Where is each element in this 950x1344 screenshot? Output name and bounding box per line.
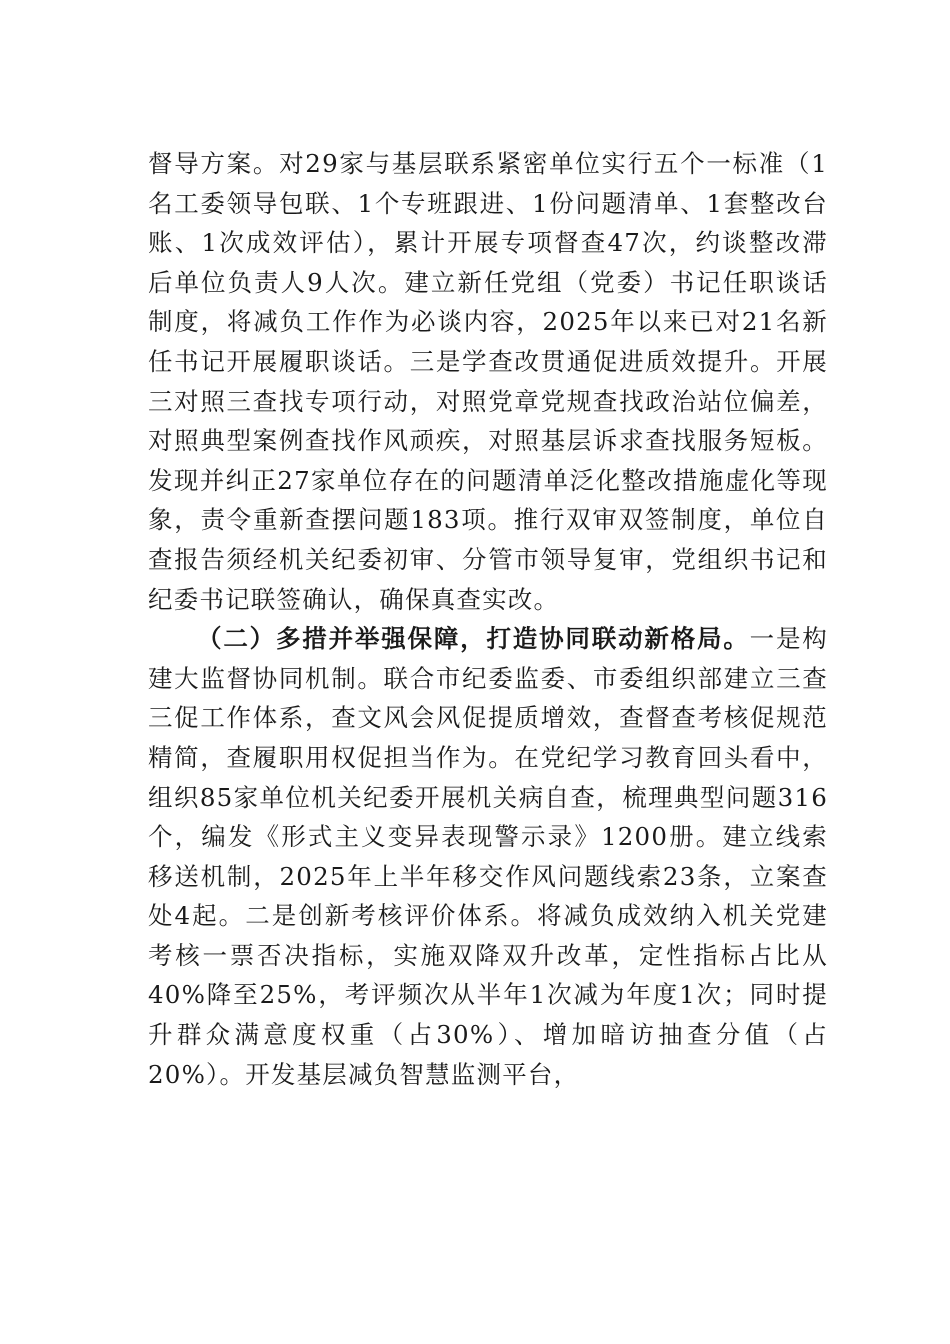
document-body: [148, 144, 828, 1094]
section-heading: （二）多措并举强保障，打造协同联动新格局。: [197, 624, 750, 654]
paragraph-continuation: 督导方案。对29家与基层联系紧密单位实行五个一标准（1名工委领导包联、1个专班跟进、1份问题清单、1套整改台账、1次成效评估），累计开展专项督查47次，约谈整改滞后单位负责人9人次。建立新任党组（党委）书记任职谈话制度，将减负工作作为必谈内容，2025年以来已对21名新任书记开展履职谈话。三是学查改贯通促进质效提升。开展三对照三查找专项行动，对照党章党规查找政治站位偏差，对照典型案例查找作风顽疾，对照基层诉求查找服务短板。发现并纠正27家单位存在的问题清单泛化整改措施虚化等现象，责令重新查摆问题183项。推行双审双签制度，单位自查报告须经机关纪委初审、分管市领导复审，党组织书记和纪委书记联签确认，确保真查实改。: [148, 149, 828, 614]
paragraph-section-two: [148, 619, 828, 1094]
paragraph-body: 一是构建大监督协同机制。联合市纪委监委、市委组织部建立三查三促工作体系，查文风会风促提质增效，查督查考核促规范精简，查履职用权促担当作为。在党纪学习教育回头看中，组织85家单位机关纪委开展机关病自查，梳理典型问题316个，编发《形式主义变异表现警示录》1200册。建立线索移送机制，2025年上半年移交作风问题线索23条，立案查处4起。二是创新考核评价体系。将减负成效纳入机关党建考核一票否决指标，实施双降双升改革，定性指标占比从40%降至25%，考评频次从半年1次减为年度1次；同时提升群众满意度权重（占30%）、增加暗访抽查分值（占20%）。开发基层减负智慧监测平台，: [148, 624, 828, 1089]
